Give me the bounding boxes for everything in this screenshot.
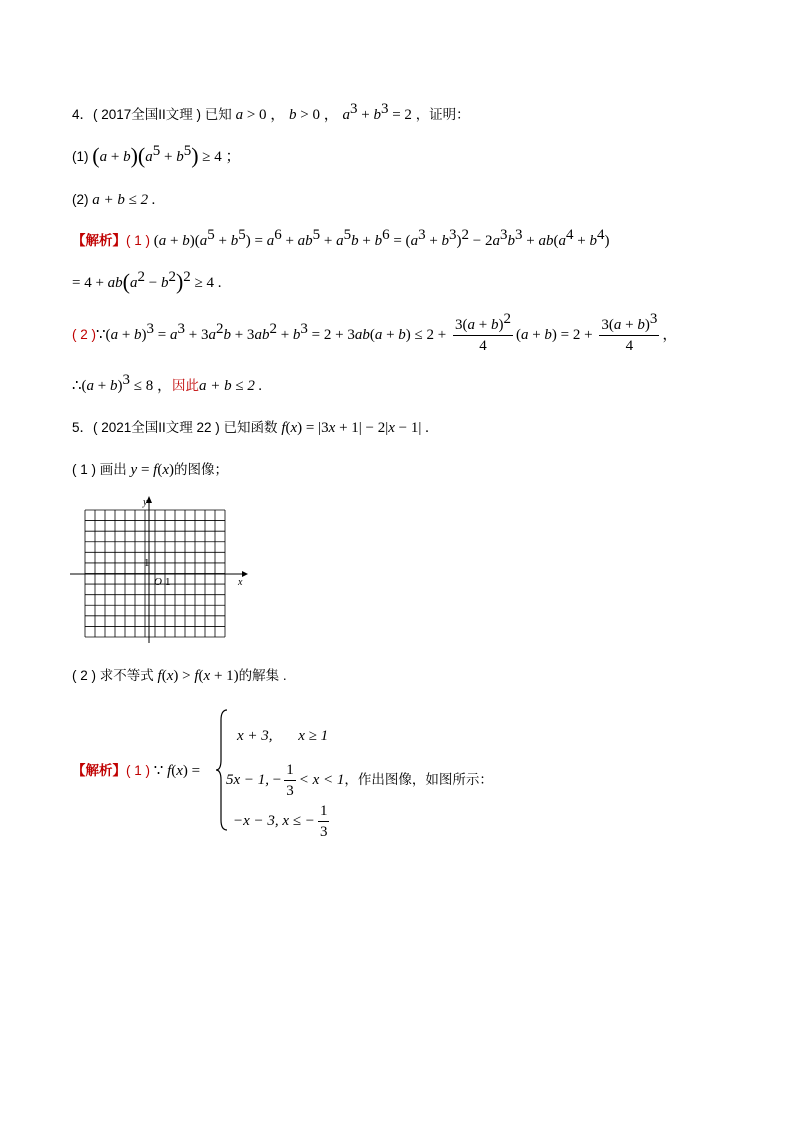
- q4-conditions: a: [235, 107, 244, 123]
- q5-part1: ( 1 ) 画出 y = f(x)的图像；: [72, 462, 229, 478]
- q5-header: 5．( 2021全国II文理 22 ) 已知函数: [72, 420, 278, 435]
- y-unit-label: 1: [144, 557, 150, 569]
- q4-statement: 4．( 2017全国II文理 ) 已知 a > 0 ， b > 0 ， $a^3 + b^3 = 2$ ，证明：: [72, 101, 470, 123]
- solution-tag: 【解析】: [72, 233, 126, 248]
- one-third-fraction: $\frac{1}{3}$: [319, 803, 328, 840]
- q5-part2-tail: 的解集 .: [238, 668, 287, 683]
- solution-part-label: ( 1 ): [126, 233, 151, 248]
- solution-part2-label: ( 2 ): [72, 327, 97, 343]
- case-1: x + 3, x ≥ 1: [237, 728, 329, 744]
- case-3: −x − 3, x ≤ − $\frac{1}{3}$: [233, 803, 328, 840]
- origin-label: O: [154, 576, 162, 588]
- q4-part1-tail: ≥ 4 ；: [202, 149, 241, 165]
- q4-part2-expr: a + b ≤ 2 .: [92, 192, 156, 208]
- fraction: $\frac{3(a + b)^2}{4}$: [454, 311, 511, 354]
- x-unit-label: 1: [165, 576, 171, 588]
- q4-solution-line1: 【解析】( 1 ) $(a + b)(a^5 + b^5) = a^6 + ab^5 + a^5b + b^6 = (a^3 + b^3)^2 - 2a^3b^3 + ab(a^4 + b^4)$: [72, 227, 610, 249]
- q4-conclusion: ∴(a + b)$^3$ ≤ 8 ，因此a + b ≤ 2 .: [72, 372, 263, 394]
- q4-part1-label: (1): [72, 149, 89, 164]
- x-axis-label: x: [238, 577, 243, 588]
- q4-part1: (1) $(a + b)(a^5 + b^5) \ge 4$ ；: [72, 143, 241, 168]
- coordinate-grid: [70, 493, 250, 643]
- q5-solution-tail: ，作出图像，如图所示：: [344, 772, 493, 788]
- q4-solution-line2: = $4 + ab(a^2 - b^2)^2 \ge 4$ .: [72, 269, 222, 294]
- q5-part1-label: ( 1 ) 画出: [72, 462, 127, 477]
- solution-part-label: ( 1 ): [126, 763, 151, 778]
- one-third-fraction: $\frac{1}{3}$: [286, 762, 294, 799]
- q4-part2-label: (2): [72, 192, 89, 207]
- fraction: $\frac{3(a + b)^3}{4}$: [601, 311, 658, 354]
- q5-part1-tail: 的图像；: [174, 462, 229, 477]
- q4-conclusion-expr: a + b ≤ 2 .: [199, 378, 263, 394]
- q5-part2-label: ( 2 ) 求不等式: [72, 668, 154, 683]
- y-axis-label: y: [143, 497, 148, 508]
- q4-solution-part2: ( 2 )∵(a + $b)^3 = a^3 + 3a^2b + 3ab^2 + b^3 = 2 + 3ab(a + b) \le 2$ + $\frac{3(a + b)^2}{4}$ (a + b) = 2 + $\frac{3(a + b)^3}{4}$ ，: [72, 311, 678, 354]
- q5-part2: ( 2 ) 求不等式 f(x) > f(x + 1)的解集 .: [72, 668, 287, 684]
- q5-statement: 5．( 2021全国II文理 22 ) 已知函数 f(x) = |3x + 1| − 2|x − 1| .: [72, 420, 429, 436]
- case-2: 5x − 1, − $\frac{1}{3}$ < x < 1，作出图像，如图所示：: [226, 762, 493, 799]
- therefore-text: 因此: [172, 378, 199, 393]
- q5-solution: 【解析】( 1 ) ∵ f(x) =: [72, 763, 201, 779]
- q4-line2-tail: ≥ 4 .: [194, 275, 222, 291]
- solution-tag: 【解析】: [72, 763, 126, 778]
- q4-part2: [72, 190, 156, 210]
- x-axis-arrow: [242, 571, 248, 577]
- q4-header: 4．( 2017全国II文理 ) 已知: [72, 107, 232, 122]
